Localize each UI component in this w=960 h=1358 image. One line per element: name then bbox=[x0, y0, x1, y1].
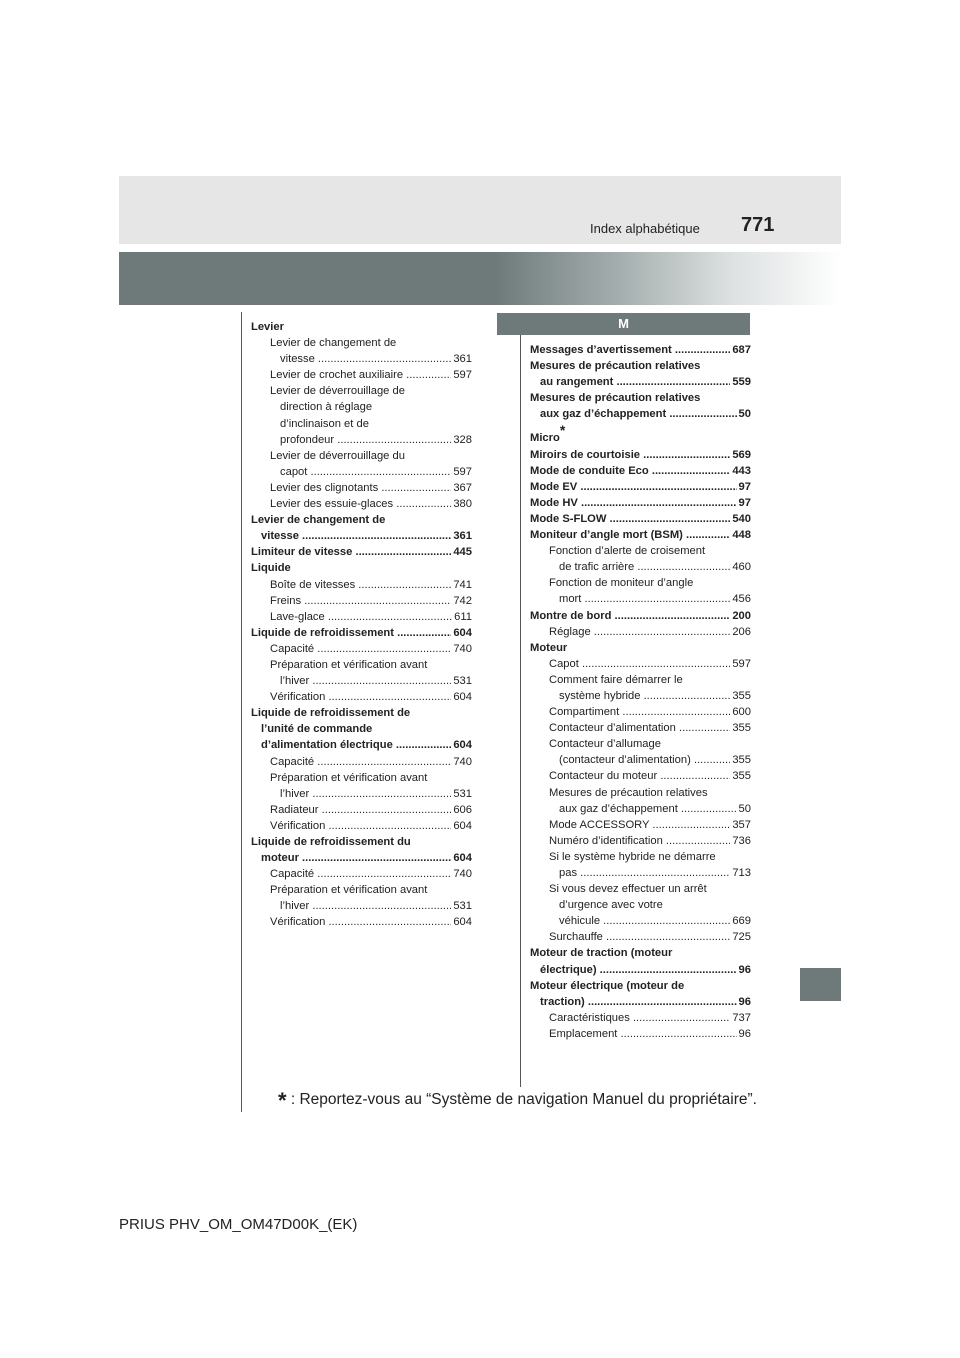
index-entry-text: Numéro d’identification ..... bbox=[549, 833, 730, 849]
index-entry-text: Contacteur d’allumage bbox=[549, 738, 661, 751]
index-entry bbox=[530, 897, 751, 913]
index-entry bbox=[251, 383, 472, 399]
index-entry-text: Réglage ..... bbox=[549, 624, 730, 640]
index-entry-text: Levier de crochet auxiliaire ..... bbox=[270, 367, 451, 383]
index-entry-page: 741 bbox=[453, 578, 472, 591]
index-entry-text: l’hiver ..... bbox=[280, 673, 451, 689]
index-entry bbox=[530, 374, 751, 390]
index-entry-text: Mode S-FLOW ..... bbox=[530, 511, 730, 527]
footnote-text: : Reportez-vous au “Système de navigation Manuel du propriétaire”. bbox=[290, 1091, 757, 1108]
index-entry-text: Boîte de vitesses ..... bbox=[270, 577, 451, 593]
index-entry bbox=[530, 342, 751, 358]
index-entry-page: 600 bbox=[732, 706, 751, 719]
index-entry-page: 597 bbox=[732, 657, 751, 670]
index-entry bbox=[251, 866, 472, 882]
index-entry bbox=[530, 608, 751, 624]
index-entry-page: 531 bbox=[453, 675, 472, 688]
index-entry bbox=[530, 463, 751, 479]
header-band bbox=[119, 252, 841, 305]
index-entry bbox=[251, 818, 472, 834]
index-entry bbox=[530, 817, 751, 833]
index-entry-page: 361 bbox=[453, 530, 472, 543]
index-entry-page: 740 bbox=[453, 755, 472, 768]
document-id: PRIUS PHV_OM_OM47D00K_(EK) bbox=[119, 1216, 358, 1233]
index-entry-text: mort ..... bbox=[559, 591, 730, 607]
index-entry bbox=[530, 591, 751, 607]
index-entry bbox=[251, 673, 472, 689]
index-entry-text: Préparation et vérification avant bbox=[270, 658, 428, 671]
index-entry bbox=[530, 559, 751, 575]
index-entry-text: Limiteur de vitesse ..... bbox=[251, 544, 451, 560]
index-entry-text: Liquide de refroidissement du bbox=[251, 836, 411, 848]
index-entry-text: l’unité de commande bbox=[261, 723, 373, 736]
index-column-left bbox=[251, 319, 472, 931]
index-entry-text: système hybride ..... bbox=[559, 688, 730, 704]
index-entry bbox=[530, 994, 751, 1010]
index-entry bbox=[251, 786, 472, 802]
index-entry-text: Préparation et vérification avant bbox=[270, 771, 428, 784]
index-entry-text: Levier de changement de bbox=[270, 337, 397, 350]
index-entry bbox=[251, 512, 472, 528]
index-entry bbox=[530, 1010, 751, 1026]
index-entry-page: 604 bbox=[453, 916, 472, 929]
index-entry-text: Miroirs de courtoisie ..... bbox=[530, 447, 730, 463]
index-entry bbox=[530, 624, 751, 640]
index-entry bbox=[530, 768, 751, 784]
index-entry-text: Compartiment ..... bbox=[549, 704, 730, 720]
index-entry-page: 740 bbox=[453, 868, 472, 881]
index-column-right bbox=[530, 342, 751, 1042]
index-entry-text: Lave-glace ..... bbox=[270, 609, 452, 625]
index-entry-page: 742 bbox=[453, 594, 472, 607]
index-entry-page: 559 bbox=[732, 376, 751, 389]
index-entry bbox=[530, 527, 751, 543]
index-entry-page: 604 bbox=[453, 691, 472, 704]
index-entry bbox=[251, 625, 472, 641]
index-entry-text: aux gaz d’échappement ..... bbox=[559, 801, 737, 817]
index-entry bbox=[530, 978, 751, 994]
index-entry bbox=[530, 833, 751, 849]
index-entry bbox=[251, 689, 472, 705]
index-entry-text: Capacité ..... bbox=[270, 754, 451, 770]
index-entry bbox=[530, 672, 751, 688]
index-entry-page: 96 bbox=[738, 963, 751, 976]
index-entry-page: 355 bbox=[732, 689, 751, 702]
index-entry bbox=[251, 882, 472, 898]
index-entry-text: l’hiver ..... bbox=[280, 786, 451, 802]
index-entry bbox=[530, 752, 751, 768]
index-entry-text: Mode EV ..... bbox=[530, 479, 737, 495]
index-entry-page: 367 bbox=[453, 481, 472, 494]
index-entry-text: Si le système hybride ne démarre bbox=[549, 850, 716, 863]
header-bar bbox=[119, 176, 841, 244]
index-entry-text: Liquide de refroidissement de bbox=[251, 707, 411, 720]
index-entry bbox=[530, 640, 751, 656]
index-entry-page: 96 bbox=[738, 995, 751, 1008]
index-entry-page: 448 bbox=[732, 529, 751, 542]
index-entry-text: profondeur ..... bbox=[280, 432, 451, 448]
index-entry bbox=[530, 390, 751, 406]
index-entry bbox=[251, 464, 472, 480]
index-entry-text: Mode HV ..... bbox=[530, 495, 737, 511]
index-entry-text: d’alimentation électrique ..... bbox=[261, 737, 451, 753]
index-entry-page: 737 bbox=[732, 1011, 751, 1024]
index-entry-page: 531 bbox=[453, 787, 472, 800]
index-entry-text: au rangement ..... bbox=[540, 374, 730, 390]
index-entry bbox=[251, 480, 472, 496]
index-entry-page: 604 bbox=[453, 819, 472, 832]
index-entry bbox=[530, 406, 751, 422]
index-entry-text: vitesse ..... bbox=[261, 528, 451, 544]
index-entry-page: 50 bbox=[738, 802, 751, 815]
index-entry-text: Levier bbox=[251, 321, 284, 333]
section-letter: M bbox=[497, 313, 750, 335]
index-entry-text: Surchauffe ..... bbox=[549, 929, 730, 945]
index-entry bbox=[251, 528, 472, 544]
index-entry-page: 740 bbox=[453, 642, 472, 655]
index-entry-text: Mesures de précaution relatives bbox=[530, 360, 701, 373]
index-entry bbox=[251, 544, 472, 560]
index-entry-text: Mode de conduite Eco ..... bbox=[530, 463, 730, 479]
index-entry-text: Levier des essuie-glaces ..... bbox=[270, 496, 451, 512]
index-entry bbox=[251, 609, 472, 625]
index-entry-text: l’hiver ..... bbox=[280, 898, 451, 914]
index-entry-text: Si vous devez effectuer un arrêt bbox=[549, 883, 707, 896]
index-entry-page: 606 bbox=[453, 803, 472, 816]
index-entry-page: 380 bbox=[453, 498, 472, 511]
index-entry-page: 200 bbox=[732, 609, 751, 622]
index-entry-text: Levier de déverrouillage de bbox=[270, 385, 405, 398]
index-entry bbox=[530, 929, 751, 945]
index-entry bbox=[530, 422, 751, 446]
index-entry-text: Messages d’avertissement ..... bbox=[530, 342, 730, 358]
index-entry-text: Liquide bbox=[251, 562, 291, 575]
index-entry-text: Capacité ..... bbox=[270, 641, 451, 657]
footnote-marker: * bbox=[559, 422, 566, 439]
index-entry-page: 725 bbox=[732, 931, 751, 944]
index-entry-page: 443 bbox=[732, 464, 751, 477]
index-entry-page: 713 bbox=[732, 867, 751, 879]
index-entry bbox=[251, 705, 472, 721]
index-entry-page: 50 bbox=[738, 408, 751, 421]
index-entry-text: Moteur bbox=[530, 641, 568, 654]
index-entry-text: Mesures de précaution relatives bbox=[530, 392, 701, 405]
index-entry-page: 361 bbox=[453, 353, 472, 366]
index-entry bbox=[530, 495, 751, 511]
footnote bbox=[278, 1088, 757, 1114]
index-entry-page: 96 bbox=[738, 1027, 751, 1040]
index-entry-page: 445 bbox=[453, 546, 472, 559]
index-entry-page: 604 bbox=[453, 852, 472, 865]
index-entry-text: pas ..... bbox=[559, 865, 730, 881]
index-entry-page: 357 bbox=[732, 818, 751, 831]
index-entry-text: Préparation et vérification avant bbox=[270, 884, 428, 897]
index-entry-text: Contacteur d’alimentation ..... bbox=[549, 720, 730, 736]
index-entry-text: Emplacement ..... bbox=[549, 1026, 737, 1042]
index-entry bbox=[530, 962, 751, 978]
index-entry bbox=[251, 850, 472, 866]
index-entry bbox=[251, 898, 472, 914]
index-entry bbox=[251, 367, 472, 383]
index-entry bbox=[530, 704, 751, 720]
index-entry-page: 569 bbox=[732, 448, 751, 461]
index-entry-text: Mesures de précaution relatives bbox=[549, 786, 708, 799]
index-entry-text: Vérification ..... bbox=[270, 818, 451, 834]
index-entry-text: de trafic arrière ..... bbox=[559, 559, 730, 575]
index-entry-page: 460 bbox=[732, 561, 751, 574]
index-entry bbox=[251, 721, 472, 737]
index-entry-text: Levier de déverrouillage du bbox=[270, 449, 405, 462]
index-entry bbox=[251, 737, 472, 753]
index-entry-text: Contacteur du moteur ..... bbox=[549, 768, 730, 784]
index-entry-page: 456 bbox=[732, 593, 751, 606]
index-entry-text: Moteur de traction (moteur bbox=[530, 947, 673, 960]
index-entry-text: Caractéristiques ..... bbox=[549, 1010, 730, 1026]
index-entry bbox=[530, 358, 751, 374]
index-entry bbox=[251, 754, 472, 770]
index-entry-text: d’inclinaison et de bbox=[280, 417, 369, 430]
index-entry-text: Liquide de refroidissement ..... bbox=[251, 625, 451, 641]
index-entry-page: 597 bbox=[453, 369, 472, 382]
index-entry bbox=[251, 416, 472, 432]
index-entry bbox=[530, 447, 751, 463]
index-entry-page: 540 bbox=[732, 512, 751, 525]
index-entry bbox=[530, 575, 751, 591]
index-entry-page: 604 bbox=[453, 739, 472, 752]
index-entry-page: 97 bbox=[738, 496, 751, 509]
index-entry bbox=[251, 432, 472, 448]
index-entry-text: Fonction de moniteur d’angle bbox=[549, 577, 694, 590]
index-entry-page: 328 bbox=[453, 433, 472, 446]
index-entry bbox=[251, 560, 472, 576]
index-entry-page: 531 bbox=[453, 900, 472, 913]
index-entry-page: 355 bbox=[732, 770, 751, 783]
index-entry-page: 736 bbox=[732, 834, 751, 847]
index-entry bbox=[530, 1026, 751, 1042]
index-entry bbox=[251, 496, 472, 512]
index-entry-text: Capacité ..... bbox=[270, 866, 451, 882]
index-entry bbox=[251, 351, 472, 367]
index-entry-text: vitesse ..... bbox=[280, 351, 451, 367]
index-entry bbox=[530, 543, 751, 559]
index-entry bbox=[251, 802, 472, 818]
index-entry-text: traction) ..... bbox=[540, 994, 737, 1010]
index-entry-text: Levier de changement de bbox=[251, 514, 386, 527]
index-entry-text: Micro bbox=[530, 432, 560, 445]
page-number: 771 bbox=[741, 214, 775, 236]
index-entry bbox=[530, 785, 751, 801]
index-entry bbox=[530, 849, 751, 865]
index-entry-text: Radiateur ..... bbox=[270, 802, 451, 818]
column-divider bbox=[520, 335, 521, 1087]
index-entry-page: 597 bbox=[453, 465, 472, 478]
index-entry-text: Moteur électrique (moteur de bbox=[530, 979, 685, 992]
index-entry bbox=[251, 319, 472, 335]
left-rule bbox=[241, 312, 242, 1112]
index-entry-text: Mode ACCESSORY ..... bbox=[549, 817, 730, 833]
index-entry-text: Moniteur d’angle mort (BSM) ..... bbox=[530, 527, 730, 543]
index-entry bbox=[530, 865, 751, 881]
header-title: Index alphabétique bbox=[590, 221, 700, 236]
index-entry bbox=[251, 399, 472, 415]
index-entry-text: Freins ..... bbox=[270, 593, 451, 609]
index-entry-page: 687 bbox=[732, 344, 751, 356]
index-entry bbox=[530, 511, 751, 527]
index-entry bbox=[530, 656, 751, 672]
index-entry bbox=[530, 801, 751, 817]
index-entry-text: véhicule ..... bbox=[559, 913, 730, 929]
index-entry-text: Levier des clignotants ..... bbox=[270, 480, 451, 496]
index-entry-text: Vérification ..... bbox=[270, 689, 451, 705]
index-entry bbox=[530, 881, 751, 897]
index-entry bbox=[530, 720, 751, 736]
index-entry bbox=[251, 577, 472, 593]
index-entry bbox=[251, 448, 472, 464]
footnote-star: * bbox=[278, 1088, 287, 1113]
index-entry bbox=[251, 657, 472, 673]
index-entry bbox=[251, 770, 472, 786]
index-entry-page: 355 bbox=[732, 754, 751, 767]
index-entry-text: aux gaz d’échappement ..... bbox=[540, 406, 737, 422]
index-entry-text: Vérification ..... bbox=[270, 914, 451, 930]
index-entry-text: Capot ..... bbox=[549, 656, 730, 672]
index-entry-text: moteur ..... bbox=[261, 850, 451, 866]
index-entry bbox=[530, 688, 751, 704]
index-entry-page: 604 bbox=[453, 626, 472, 639]
index-entry bbox=[251, 641, 472, 657]
index-entry-text: (contacteur d’alimentation) ..... bbox=[559, 752, 730, 768]
index-entry-page: 206 bbox=[732, 625, 751, 638]
index-entry bbox=[251, 335, 472, 351]
index-entry-page: 669 bbox=[732, 915, 751, 928]
index-entry bbox=[530, 479, 751, 495]
index-entry-page: 97 bbox=[738, 480, 751, 493]
index-entry-text: Comment faire démarrer le bbox=[549, 673, 683, 686]
index-entry bbox=[530, 913, 751, 929]
index-entry bbox=[251, 914, 472, 930]
index-entry-text: direction à réglage bbox=[280, 401, 373, 414]
index-entry bbox=[530, 736, 751, 752]
index-entry-text: Montre de bord ..... bbox=[530, 608, 730, 624]
index-entry bbox=[530, 945, 751, 961]
index-entry bbox=[251, 834, 472, 850]
index-entry-text: Fonction d’alerte de croisement bbox=[549, 545, 706, 558]
index-entry bbox=[251, 593, 472, 609]
index-entry-page: 611 bbox=[454, 610, 472, 623]
index-entry-text: d’urgence avec votre bbox=[559, 899, 663, 912]
index-entry-page: 355 bbox=[732, 722, 751, 735]
index-entry-text: électrique) ..... bbox=[540, 962, 737, 978]
index-entry-text: capot ..... bbox=[280, 464, 451, 480]
thumb-tab bbox=[800, 968, 841, 1001]
